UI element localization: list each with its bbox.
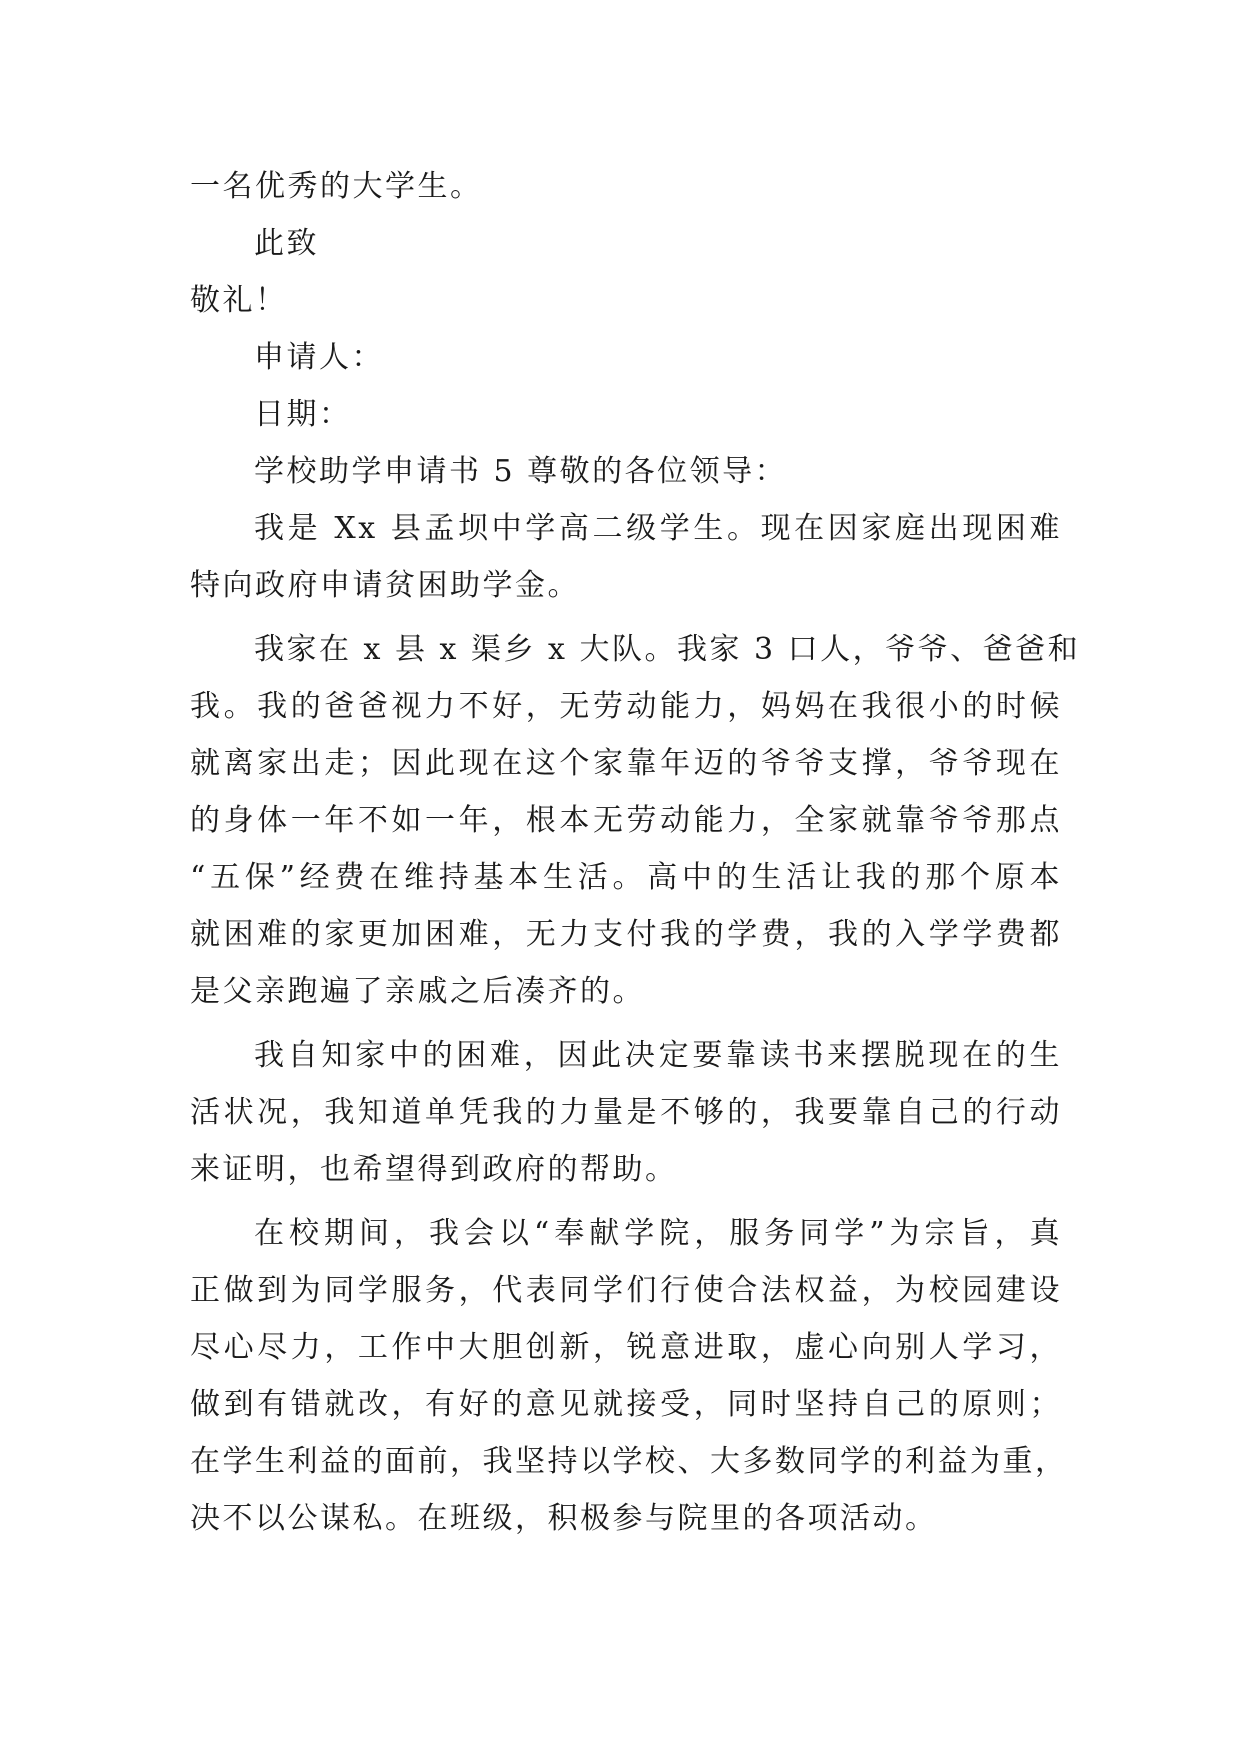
text-line: 我。我的爸爸视力不好，无劳动能力，妈妈在我很小的时候	[190, 689, 1062, 724]
text-line: 来证明，也希望得到政府的帮助。	[190, 1152, 678, 1187]
text-line: 尽心尽力，工作中大胆创新，锐意进取，虚心向别人学习，	[190, 1330, 1062, 1365]
text-line: 我是 Xx 县孟坝中学高二级学生。现在因家庭出现困难	[254, 511, 1062, 546]
text-line: 我自知家中的困难，因此决定要靠读书来摆脱现在的生	[254, 1038, 1062, 1073]
text-line: 就离家出走；因此现在这个家靠年迈的爷爷支撑，爷爷现在	[190, 746, 1062, 781]
text-line: 我家在 x 县 x 渠乡 x 大队。我家 3 口人，爷爷、爸爸和	[254, 632, 1081, 667]
text-line: 就困难的家更加困难，无力支付我的学费，我的入学学费都	[190, 917, 1062, 952]
text-line: 的身体一年不如一年，根本无劳动能力，全家就靠爷爷那点	[190, 803, 1062, 838]
text-line: 学校助学申请书 5 尊敬的各位领导：	[254, 454, 788, 489]
text-line: 正做到为同学服务，代表同学们行使合法权益，为校园建设	[190, 1273, 1062, 1308]
text-line: 在学生利益的面前，我坚持以学校、大多数同学的利益为重，	[190, 1444, 1068, 1479]
text-line: 在校期间，我会以“奉献学院，服务同学”为宗旨，真	[254, 1216, 1062, 1251]
text-line: 决不以公谋私。在班级，积极参与院里的各项活动。	[190, 1501, 938, 1536]
text-line: 日期：	[254, 397, 352, 432]
text-line: 特向政府申请贫困助学金。	[190, 568, 580, 603]
text-line: 一名优秀的大学生。	[190, 169, 483, 204]
text-line: 是父亲跑遍了亲戚之后凑齐的。	[190, 974, 645, 1009]
text-line: 活状况，我知道单凭我的力量是不够的，我要靠自己的行动	[190, 1095, 1062, 1130]
text-line: 此致	[254, 226, 319, 261]
document-body	[190, 158, 1081, 1547]
text-line: 敬礼！	[190, 283, 288, 318]
text-line: 做到有错就改，有好的意见就接受，同时坚持自己的原则；	[190, 1387, 1062, 1422]
text-line: 申请人：	[254, 340, 384, 375]
text-line: “五保”经费在维持基本生活。高中的生活让我的那个原本	[190, 860, 1062, 895]
